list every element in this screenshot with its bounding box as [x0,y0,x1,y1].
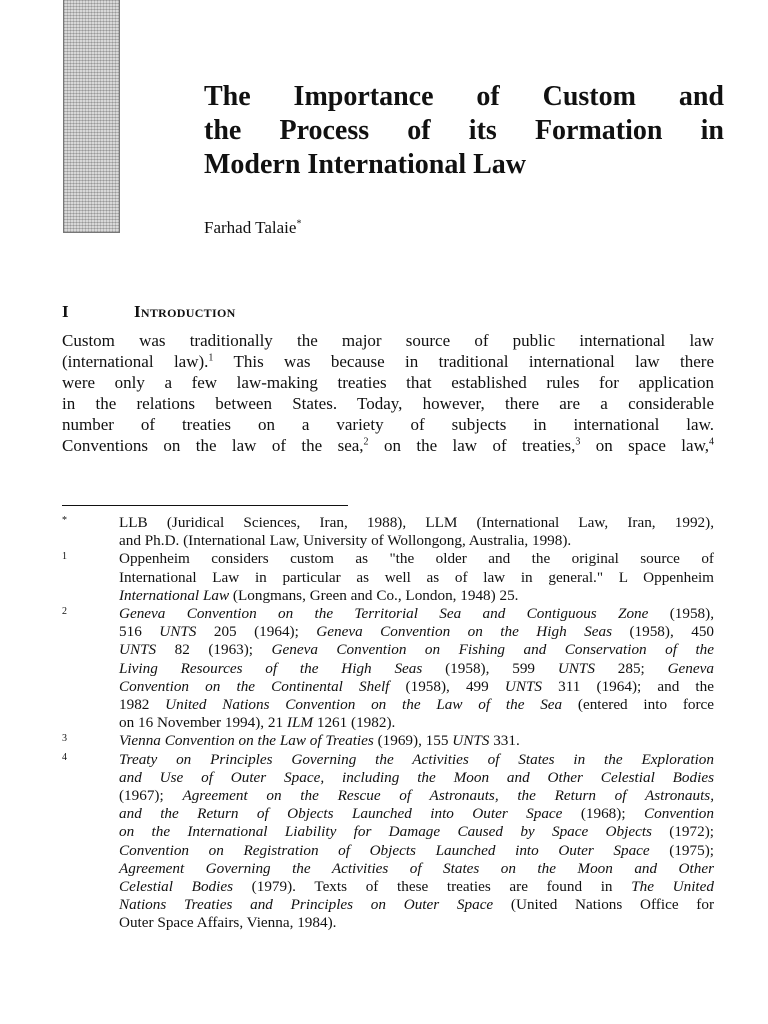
section-heading [62,302,236,322]
footnote-line: 516 UNTS 205 (1964); Geneva Convention on the High Seas (1958), 450 [119,623,715,641]
footnote-2 [62,605,714,732]
footnote-4 [62,751,714,933]
footnote-1 [62,550,714,605]
footnote-star [62,514,714,550]
footnote-ref: 1 [208,352,214,364]
footnote-line: International Law (Longmans, Green and Co., London, 1948) 25. [119,586,519,604]
footnote-line: LLB (Juridical Sciences, Iran, 1988), LLM (International Law, Iran, 1992), [119,514,714,531]
footnote-mark: 2 [62,606,67,618]
title-line-1: The Importance of Custom and [204,81,724,112]
footnote-ref: 2 [363,436,369,448]
footnote-line: Nations Treaties and Principles on Outer Space (United Nations Office for [119,896,715,914]
footnote-line: Convention on Registration of Objects Launched into Outer Space (1975); [119,841,714,859]
footnote-line: Treaty on Principles Governing the Activities of States in the Exploration [119,750,714,768]
footnote-line: Oppenheim considers custom as "the older and the original source of [119,550,714,568]
body-paragraph [62,330,714,456]
footnotes [62,514,714,933]
body-line: number of treaties on a variety of subjects in international law. [62,415,714,434]
body-line: (international law).$^1$ This was because in traditional international law there [62,352,714,371]
footnote-line: (1967); Agreement on the Rescue of Astronauts, the Return of Astronauts, [119,787,714,805]
footnote-line: and Ph.D. (International Law, University of Wollongong, Australia, 1998). [119,532,572,550]
footnote-line: 1982 United Nations Convention on the Law of the Sea (entered into force [119,696,715,714]
footnote-ref: 3 [575,436,581,448]
article-title [204,80,724,182]
footnote-line: on 16 November 1994), 21 ILM 1261 (1982). [119,714,396,732]
section-title: Introduction [134,302,236,321]
author-line [204,218,301,238]
body-line: were only a few law-making treaties that established rules for application [62,373,714,392]
footnote-line: Agreement Governing the Activities of States on the Moon and Other [119,859,714,877]
footnote-line: and the Return of Objects Launched into Outer Space (1968); Convention [119,805,714,823]
author-name: Farhad Talaie [204,218,297,237]
title-line-2: the Process of its Formation in [204,115,724,146]
footnote-line: and Use of Outer Space, including the Moon and Other Celestial Bodies [119,768,714,786]
footnote-line: on the International Liability for Damage Caused by Space Objects (1972); [119,823,714,841]
footnote-line: UNTS 82 (1963); Geneva Convention on Fishing and Conservation of the [119,641,714,659]
footnote-divider [62,505,348,506]
footnote-mark: 4 [62,751,67,763]
body-line: Custom was traditionally the major source of public international law [62,331,714,350]
footnote-mark: 3 [62,733,67,745]
footnote-line: Convention on the Continental Shelf (1958), 499 UNTS 311 (1964); and the [119,677,714,695]
footnote-line: Geneva Convention on the Territorial Sea and Contiguous Zone (1958), [119,605,714,623]
footnote-mark: * [62,515,67,526]
body-line: in the relations between States. Today, however, there are a considerable [62,394,714,413]
footnote-ref: 4 [709,436,714,448]
footnote-mark: 1 [62,551,67,563]
footnote-line: Vienna Convention on the Law of Treaties (1969), 155 UNTS 331. [119,732,520,750]
decorative-side-bar [63,0,120,233]
footnote-3 [62,732,714,750]
footnote-line: Celestial Bodies (1979). Texts of these treaties are found in The United [119,878,714,896]
author-footnote-mark: * [296,218,302,230]
body-line: Conventions on the law of the sea,$^2$ on the law of treaties,$^3$ on space law,$^4$ [62,436,714,455]
section-number: I [62,302,69,321]
title-line-3: Modern International Law [204,149,526,180]
footnote-line: International Law in particular as well as of law in general." L Oppenheim [119,568,714,586]
footnote-line: Outer Space Affairs, Vienna, 1984). [119,914,337,932]
footnote-line: Living Resources of the High Seas (1958), 599 UNTS 285; Geneva [119,659,714,677]
